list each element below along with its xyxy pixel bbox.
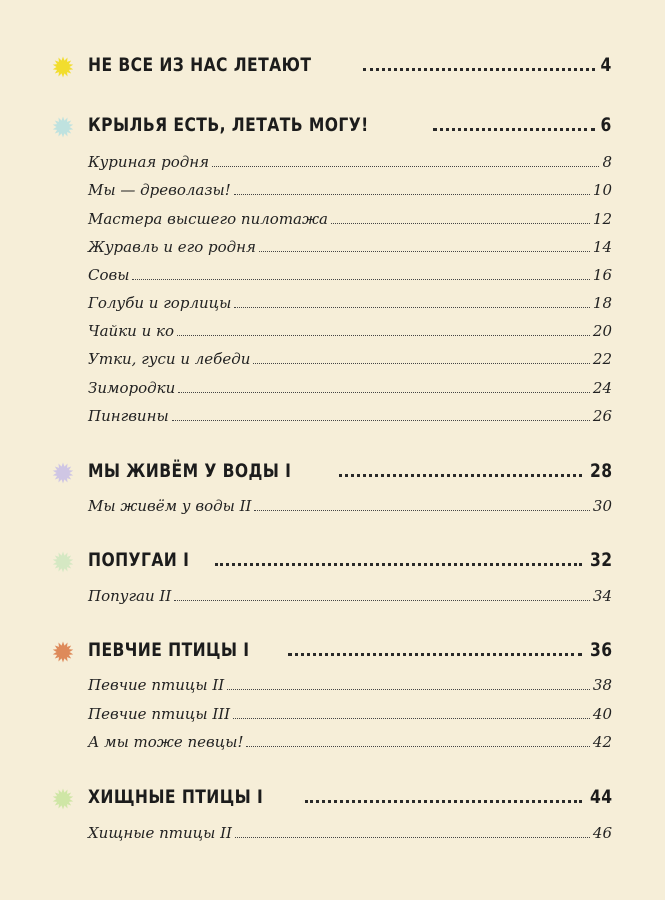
dot-leader [339,474,582,477]
toc-entry-row [88,238,612,256]
entry-page-number: 24 [592,379,612,397]
section-title: ПЕВЧИЕ ПТИЦЫ I [88,639,250,661]
dot-leader [234,194,590,195]
dot-leader [246,746,589,747]
entry-page-number: 8 [602,153,612,171]
toc-entry-row [88,266,612,284]
entry-title: Певчие птицы II [88,676,225,694]
toc-entry-row [88,705,612,723]
section-page-number: 36 [589,639,612,661]
entry-title: Зимородки [88,379,176,397]
section-page-number: 44 [589,786,612,808]
entry-page-number: 18 [592,294,612,312]
toc-entry-row [88,824,612,842]
toc-entry-row [88,153,612,171]
section-title: НЕ ВСЕ ИЗ НАС ЛЕТАЮТ [88,54,312,76]
dot-leader [433,128,595,131]
entry-title: Голуби и горлицы [88,294,232,312]
entry-title: Попугаи II [88,587,172,605]
section-page-number: 32 [589,549,612,571]
entry-page-number: 34 [592,587,612,605]
toc-section-row [88,549,612,571]
toc-section-row [88,114,612,136]
entry-title: Утки, гуси и лебеди [88,350,251,368]
entry-title: Мы — древолазы! [88,181,231,199]
dot-leader [174,600,590,601]
dot-leader [227,689,590,690]
entry-title: Мастера высшего пилотажа [88,210,328,228]
entry-page-number: 20 [592,322,612,340]
section-title: ХИЩНЫЕ ПТИЦЫ I [88,786,264,808]
dot-leader [172,420,590,421]
entry-page-number: 22 [592,350,612,368]
section-title: КРЫЛЬЯ ЕСТЬ, ЛЕТАТЬ МОГУ! [88,114,369,136]
toc-section-row [88,460,612,482]
toc-entry-row [88,733,612,751]
entry-page-number: 14 [592,238,612,256]
dot-leader [178,392,590,393]
dot-leader [259,251,590,252]
entry-page-number: 38 [592,676,612,694]
entry-page-number: 26 [592,407,612,425]
entry-title: Хищные птицы II [88,824,232,842]
sun-burst-icon [52,641,74,663]
sun-burst-icon [52,551,74,573]
sun-burst-icon [52,788,74,810]
entry-page-number: 30 [592,497,612,515]
dot-leader [235,837,590,838]
dot-leader [233,718,590,719]
entry-page-number: 46 [592,824,612,842]
dot-leader [288,653,582,656]
toc-section-row [88,786,612,808]
sun-burst-icon [52,116,74,138]
section-page-number: 28 [589,460,612,482]
toc-entry-row [88,210,612,228]
toc-entry-row [88,587,612,605]
toc-entry-row [88,350,612,368]
toc-entry-row [88,676,612,694]
entry-title: Журавль и его родня [88,238,256,256]
toc-entry-row [88,379,612,397]
entry-title: Куриная родня [88,153,210,171]
dot-leader [305,800,582,803]
toc-entry-row [88,181,612,199]
entry-page-number: 42 [592,733,612,751]
section-title: ПОПУГАИ I [88,549,190,571]
entry-title: Чайки и ко [88,322,175,340]
dot-leader [253,363,590,364]
entry-title: Певчие птицы III [88,705,231,723]
entry-title: Совы [88,266,130,284]
dot-leader [331,223,590,224]
entry-page-number: 10 [592,181,612,199]
toc-entry-row [88,407,612,425]
section-page-number: 6 [600,114,612,136]
entry-page-number: 12 [592,210,612,228]
entry-title: Мы живём у воды II [88,497,252,515]
entry-page-number: 40 [592,705,612,723]
toc-section-row [88,54,612,76]
dot-leader [363,68,595,71]
sun-burst-icon [52,56,74,78]
dot-leader [234,307,590,308]
dot-leader [212,166,599,167]
entry-title: Пингвины [88,407,169,425]
section-page-number: 4 [600,54,612,76]
entry-page-number: 16 [592,266,612,284]
toc-entry-row [88,294,612,312]
dot-leader [132,279,589,280]
dot-leader [254,510,589,511]
sun-burst-icon [52,462,74,484]
toc-section-row [88,639,612,661]
entry-title: А мы тоже певцы! [88,733,244,751]
section-title: МЫ ЖИВЁМ У ВОДЫ I [88,460,292,482]
toc-entry-row [88,497,612,515]
toc-entry-row [88,322,612,340]
dot-leader [177,335,590,336]
dot-leader [215,563,582,566]
